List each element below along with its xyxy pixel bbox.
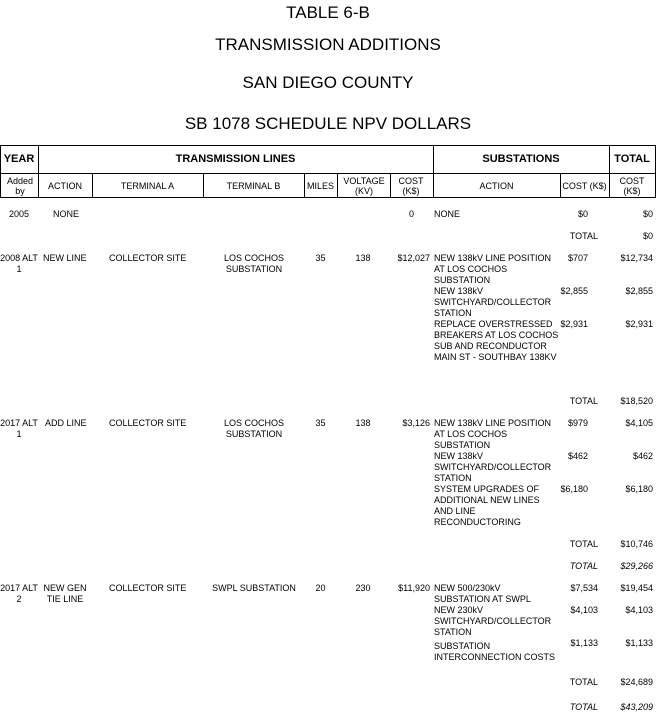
terminal-b-cell: LOS COCHOS SUBSTATION [223,253,284,274]
sub-action-header: ACTION [479,180,514,191]
sub-action-cell: SUBSTATION INTERCONNECTION COSTS [434,641,556,662]
total-cost-cell: $462 [632,451,653,461]
sub-action-cell: SYSTEM UPGRADES OF ADDITIONAL NEW LINES AND LINE RECONDUCTORING [434,484,540,527]
line-cost-header: COST (K$) [398,175,424,196]
table-subtitle-schedule: SB 1078 SCHEDULE NPV DOLLARS [184,114,472,133]
table-subtitle-county: SAN DIEGO COUNTY [242,73,414,92]
miles-cell: 35 [315,253,326,263]
voltage-header: VOLTAGE (KV) [343,175,385,196]
voltage-cell: 230 [355,583,371,593]
total-cost-cell: $4,103 [625,605,653,615]
line-cost-cell: $3,126 [402,418,430,428]
year-header: YEAR [3,153,35,165]
year-cell: 2017 ALT 1 [0,418,38,439]
miles-cell: 20 [315,583,326,593]
line-cost-cell: $12,027 [397,253,430,263]
subtotal-label: TOTAL [569,231,598,241]
sub-action-cell: NEW 230kV SWITCHYARD/COLLECTOR STATION [434,605,552,637]
line-action-cell: NONE [53,209,80,219]
sub-action-cell: NEW 138kV SWITCHYARD/COLLECTOR STATION [434,286,552,318]
total-cost-cell: $2,931 [625,319,653,329]
subtotal-value: $10,746 [620,539,653,549]
sub-action-cell: NONE [434,209,461,219]
total-cost-cell: $6,180 [625,484,653,494]
subtotal-value: $0 [642,231,653,241]
sub-cost-cell: $7,534 [570,583,598,593]
voltage-cell: 138 [355,253,371,263]
grand-total-label: TOTAL [569,702,598,712]
line-action-cell: NEW LINE [43,253,87,263]
grand-total-value: $29,266 [620,561,653,571]
terminal-a-header: TERMINAL A [120,180,175,191]
line-action-cell: ADD LINE [45,418,87,428]
substations-header: SUBSTATIONS [482,153,560,165]
added-by-header: Added by [6,175,34,196]
terminal-b-cell: SWPL SUBSTATION [212,583,296,593]
line-cost-cell: 0 [408,209,414,219]
voltage-cell: 138 [355,418,371,428]
sub-cost-cell: $979 [567,418,588,428]
total-cost-cell: $19,454 [620,583,653,593]
col-rule [337,173,338,198]
year-cell: 2008 ALT 1 [0,253,38,274]
table-title: TRANSMISSION ADDITIONS [215,35,441,54]
sub-action-cell: NEW 138kV LINE POSITION AT LOS COCHOS SUBSTATION [434,418,552,450]
sub-cost-cell: $4,103 [570,605,598,615]
table-header [0,145,656,198]
line-cost-cell: $11,920 [398,583,430,593]
sub-cost-cell: $2,931 [560,319,588,329]
miles-header: MILES [306,180,334,191]
line-action-cell: NEW GEN TIE LINE [43,583,87,604]
subtotal-value: $18,520 [620,396,653,406]
terminal-a-cell: COLLECTOR SITE [109,253,187,263]
transmission-lines-header: TRANSMISSION LINES [175,153,296,165]
year-cell: 2005 [8,209,30,219]
subtotal-label: TOTAL [569,539,598,549]
year-cell: 2017 ALT 2 [0,583,38,604]
grand-total-value: $43,209 [620,702,653,712]
col-rule [390,173,391,198]
table-number: TABLE 6-B [286,3,370,22]
terminal-b-header: TERMINAL B [226,180,281,191]
sub-cost-cell: $1,133 [570,638,598,648]
total-cost-cell: $2,855 [625,286,653,296]
terminal-a-cell: COLLECTOR SITE [109,418,187,428]
grand-total-label: TOTAL [569,561,598,571]
total-header: TOTAL [614,153,650,165]
sub-cost-cell: $462 [567,451,588,461]
sub-action-cell: REPLACE OVERSTRESSED BREAKERS AT LOS COCHOS SUB AND RECONDUCTOR MAIN ST - SOUTHBAY 138KV [434,319,559,362]
header-bottom-rule [0,197,656,198]
sub-cost-cell: $0 [577,209,588,219]
terminal-b-cell: LOS COCHOS SUBSTATION [223,418,284,439]
sub-action-cell: NEW 138kV SWITCHYARD/COLLECTOR STATION [434,451,552,483]
total-cost-cell: $12,734 [620,253,653,263]
sub-cost-cell: $707 [567,253,588,263]
sub-cost-cell: $2,855 [560,286,588,296]
subtotal-label: TOTAL [569,677,598,687]
subtotal-label: TOTAL [569,396,598,406]
sub-action-cell: NEW 138kV LINE POSITION AT LOS COCHOS SUBSTATION [434,253,552,285]
line-action-header: ACTION [47,180,82,191]
miles-cell: 35 [315,418,326,428]
sub-cost-header: COST (K$) [562,180,607,191]
total-cost-cell: $1,133 [625,638,653,648]
sub-cost-cell: $6,180 [560,484,588,494]
terminal-a-cell: COLLECTOR SITE [109,583,187,593]
sub-action-cell: NEW 500/230kV SUBSTATION AT SWPL [434,583,531,604]
total-cost-cell: $4,105 [625,418,653,428]
total-cost-cell: $0 [642,209,653,219]
total-cost-header: COST (K$) [619,175,645,196]
subtotal-value: $24,689 [620,677,653,687]
